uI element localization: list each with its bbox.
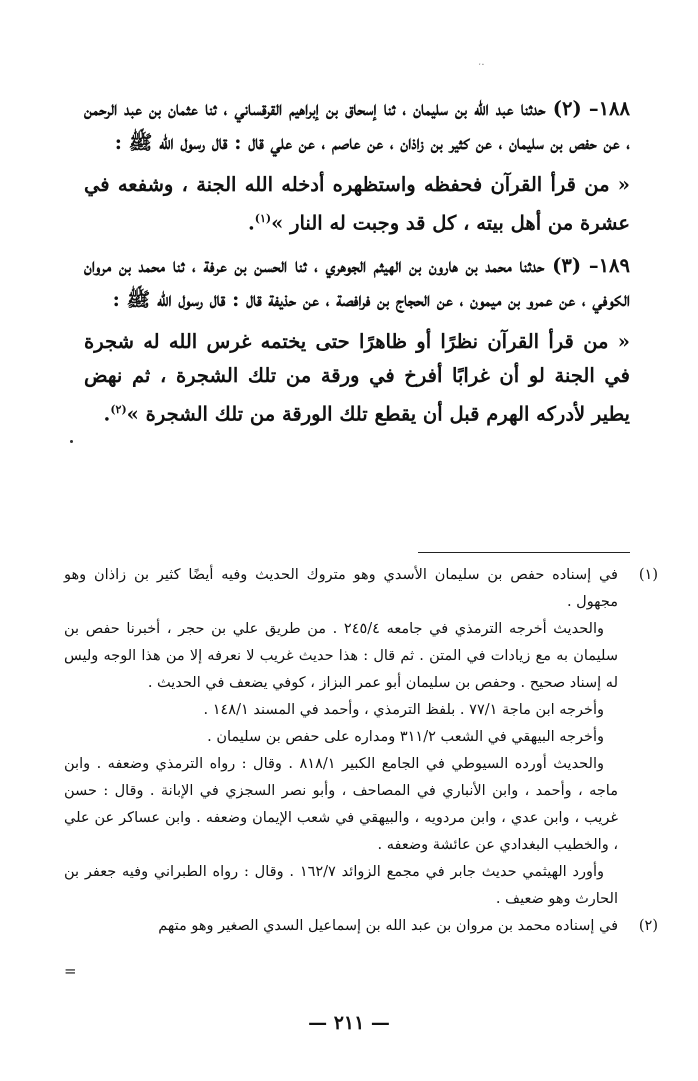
footnote-1-para-2: والحديث أخرجه الترمذي في جامعه ٢٤٥/٤ . من طريق علي بن حجر ، أخبرنا حفص بن سليمان به مع زيادات في المتن . ثم قال : هذا حديث غريب لا نعرفه إلا من هذا الوجه وليس له إسناد صحيح . وحفص بن سليمان أبو عمر البزاز ، كوفي يضعف في الحديث .: [64, 621, 618, 691]
hadith-subnumber: (٣): [552, 253, 582, 277]
footnote-divider: [418, 552, 630, 553]
scan-dot: [70, 440, 73, 443]
haddathana-label: حدثنا: [519, 253, 545, 277]
haddathana-label: حدثنا: [520, 97, 546, 120]
hadith-number: ١٨٨–: [588, 97, 630, 120]
footnote-text: [64, 913, 618, 940]
footnote-1-continued: [64, 616, 658, 913]
hadith-189-matn: « من قرأ القرآن نظرًا أو ظاهرًا حتى يختمه غرس الله له شجرة في الجنة لو أن غرابًا أفرخ في ورقة من تلك الشجرة ، ثم نهض يطير لأدركه الهرم قبل أن يقطع تلك الورقة من تلك الشجرة »$^{(٢)}$.: [84, 329, 630, 425]
footnote-1-para-5: والحديث أورده السيوطي في الجامع الكبير ٨١٨/١ . وقال : رواه الترمذي وضعفه . وابن ماجه ، وأحمد ، وابن الأنباري في المصاحف ، وأبو نصر السجزي في الإبانة . وقال : حسن غريب ، وابن عدي ، وابن مردويه ، والبيهقي في شعب الإيمان وضعفه . وابن عساكر عن علي ، والخطيب البغدادي عن عائشة وضعفه .: [64, 756, 618, 853]
continuation-mark: =: [64, 962, 77, 980]
hadith-188-matn: « من قرأ القرآن فحفظه واستظهره أدخله الله الجنة ، وشفعه في عشرة من أهل بيته ، كل قد وجبت له النار »$^{(١)}$.: [84, 173, 630, 235]
matn-text: « من قرأ القرآن فحفظه واستظهره أدخله الله الجنة ، وشفعه في عشرة من أهل بيته ، كل قد وجبت له النار »: [84, 173, 630, 235]
footnote-1-para-4: وأخرجه البيهقي في الشعب ٣١١/٢ ومداره على حفص بن سليمان .: [207, 729, 604, 745]
footnote-1-first: في إسناده حفص بن سليمان الأسدي وهو متروك الحديث وفيه أيضًا كثير بن زاذان وهو مجهول .: [64, 567, 618, 610]
hadith-188-isnad: [84, 92, 630, 160]
matn-text: « من قرأ القرآن نظرًا أو ظاهرًا حتى يختمه غرس الله له شجرة في الجنة لو أن غرابًا أفرخ في ورقة من تلك الشجرة ، ثم نهض يطير لأدركه الهرم قبل أن يقطع تلك الورقة من تلك الشجرة »: [84, 329, 630, 425]
footnotes: [64, 562, 658, 940]
main-text: [84, 92, 630, 439]
footnote-ref: (١): [254, 212, 272, 225]
footnote-2-text: في إسناده محمد بن مروان بن عبد الله بن إسماعيل السدي الصغير وهو متهم: [158, 918, 618, 934]
isnad-text: محمد بن هارون بن الهيثم الجوهري ، ثنا الحسن بن عرفة ، ثنا محمد بن مروان الكوفي ، عن عمرو بن ميمون ، عن الحجاج بن فرافصة ، عن حذيفة قال : قال رسول الله ﷺ :: [84, 253, 630, 311]
page-number: — ٢١١ —: [308, 1012, 390, 1034]
footnote-text: [64, 562, 618, 616]
footnote-2: [64, 913, 658, 940]
footnote-label: (١): [638, 567, 658, 583]
hadith-189-isnad: [84, 249, 630, 317]
hadith-subnumber: (٢): [552, 97, 582, 120]
scan-speck: ·ˑ: [478, 60, 485, 71]
footnote-ref: (٢): [110, 402, 127, 416]
footnote-1-para-6: وأورد الهيثمي حديث جابر في مجمع الزوائد ١٦٢/٧ . وقال : رواه الطبراني وفيه جعفر بن الحارث وهو ضعيف .: [64, 864, 618, 907]
footnote-1-para-3: وأخرجه ابن ماجة ٧٧/١ . بلفظ الترمذي ، وأحمد في المسند ١٤٨/١ .: [203, 702, 604, 718]
footnote-1: [64, 562, 658, 616]
footnote-label: (٢): [638, 918, 658, 934]
hadith-number: ١٨٩–: [588, 253, 630, 277]
isnad-text: عبد الله بن سليمان ، ثنا إسحاق بن إبراهيم القرقساني ، ثنا عثمان بن عبد الرحمن ، عن حفص بن سليمان ، عن كثير بن زاذان ، عن عاصم ، عن علي قال : قال رسول الله ﷺ :: [84, 97, 630, 154]
